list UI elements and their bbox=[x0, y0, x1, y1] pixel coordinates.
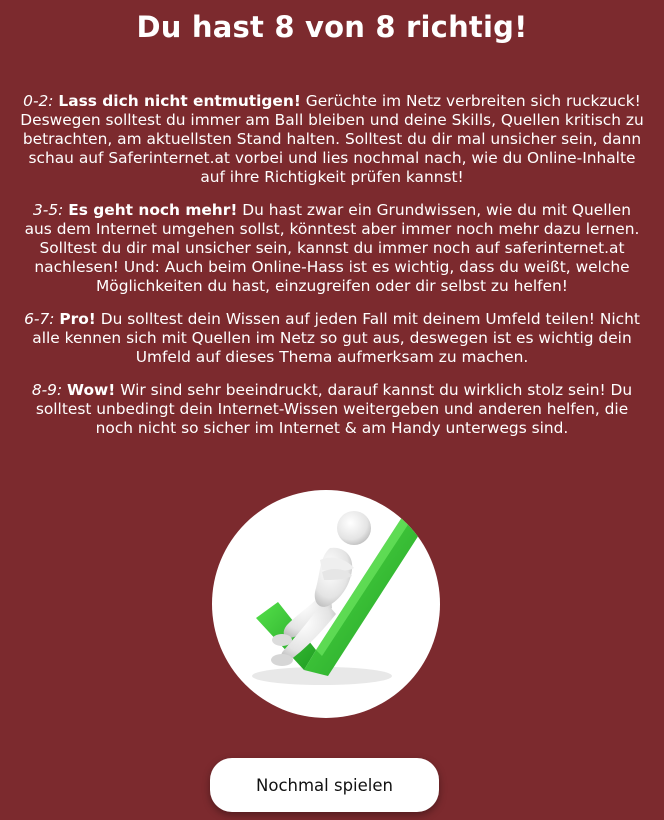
result-heading: Pro! bbox=[59, 310, 96, 328]
result-0-2 bbox=[20, 92, 644, 187]
result-heading: Lass dich nicht entmutigen! bbox=[58, 92, 301, 110]
result-range: 8-9: bbox=[31, 381, 63, 399]
success-illustration bbox=[212, 490, 440, 718]
result-8-9 bbox=[20, 381, 644, 438]
result-descriptions bbox=[20, 92, 644, 452]
result-text: Du solltest dein Wissen auf jeden Fall mit deinem Umfeld teilen! Nicht alle kennen sich mit Quellen im Netz so gut aus, deswegen ist es wichtig dein Umfeld auf dieses Thema aufmerksam zu machen. bbox=[32, 310, 640, 366]
result-text: Du hast zwar ein Grundwissen, wie du mit Quellen aus dem Internet umgehen sollst, könntest aber immer noch mehr dazu lernen. Solltest du dir mal unsicher sein, kannst du immer noch auf saferinternet.at nachlesen! Und: Auch beim Online-Hass ist es wichtig, dass du weißt, welche Möglichkeiten du hast, einzugreifen oder dir selbst zu helfen! bbox=[24, 201, 640, 295]
result-6-7 bbox=[20, 310, 644, 367]
result-heading: Wow! bbox=[67, 381, 116, 399]
result-title: Du hast 8 von 8 richtig! bbox=[136, 10, 528, 44]
result-range: 6-7: bbox=[24, 310, 55, 328]
result-range: 3-5: bbox=[32, 201, 64, 219]
result-range: 0-2: bbox=[23, 92, 54, 110]
replay-button[interactable]: Nochmal spielen bbox=[210, 758, 439, 812]
result-3-5 bbox=[20, 201, 644, 296]
result-text: Wir sind sehr beeindruckt, darauf kannst du wirklich stolz sein! Du solltest unbedingt dein Internet-Wissen weitergeben und anderen helfen, die noch nicht so sicher im Internet & am Handy unterwegs sind. bbox=[35, 381, 633, 437]
result-text: Gerüchte im Netz verbreiten sich ruckzuck! Deswegen solltest du immer am Ball bleiben und deine Skills, Quellen kritisch zu betrachten, am aktuellsten Stand halten. Solltest du dir mal unsicher sein, dann schau auf Saferinternet.at vorbei und lies nochmal nach, wie du Online-Inhalte auf ihre Richtigkeit prüfen kannst! bbox=[20, 92, 644, 186]
figure-leaning-on-checkmark-icon bbox=[212, 490, 440, 718]
result-heading: Es geht noch mehr! bbox=[68, 201, 238, 219]
